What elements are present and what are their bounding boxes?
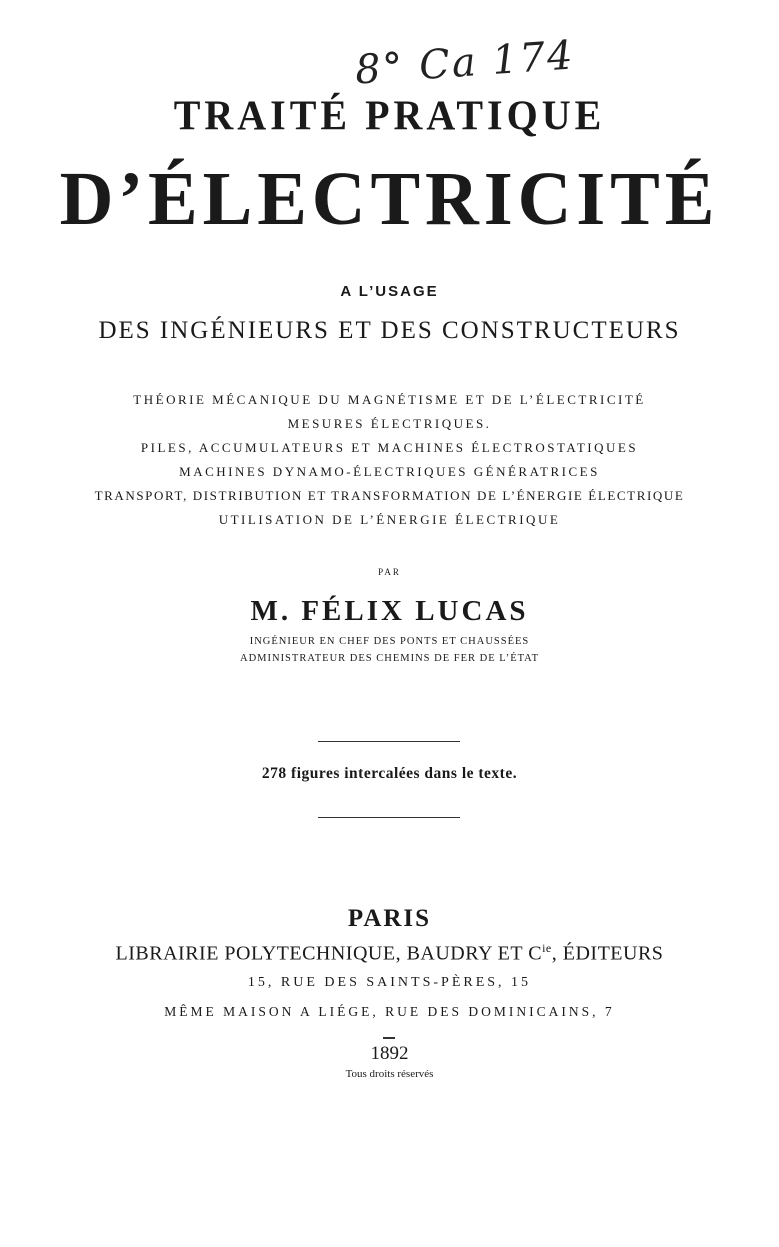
author-name: M. FÉLIX LUCAS (250, 595, 529, 627)
publisher-line (0, 941, 779, 966)
author-credential: ADMINISTRATEUR DES CHEMINS DE FER DE L’ÉTAT (239, 653, 540, 664)
handwritten-shelfmark: 8° Ca 174 (353, 32, 577, 94)
title-line-2: D’ÉLECTRICITÉ (59, 157, 720, 241)
topic-line: THÉORIE MÉCANIQUE DU MAGNÉTISME ET DE L’ÉLECTRICITÉ (133, 392, 646, 407)
by-label: PAR (378, 567, 401, 577)
audience-line: DES INGÉNIEURS ET DES CONSTRUCTEURS (98, 317, 681, 344)
dash-separator (383, 1037, 395, 1039)
title-line-1: TRAITÉ PRATIQUE (173, 91, 606, 140)
figures-note: 278 figures intercalées dans le texte. (261, 765, 518, 782)
rights-notice: Tous droits réservés (345, 1068, 434, 1080)
divider-rule (318, 741, 460, 742)
publisher-role: , ÉDITEURS (551, 942, 664, 965)
topic-line: MACHINES DYNAMO-ÉLECTRIQUES GÉNÉRATRICES (179, 464, 600, 479)
topic-line: MESURES ÉLECTRIQUES. (287, 416, 492, 431)
publisher-name: LIBRAIRIE POLYTECHNIQUE, BAUDRY ET C (115, 942, 543, 965)
topic-line: UTILISATION DE L’ÉNERGIE ÉLECTRIQUE (218, 512, 561, 527)
divider-rule (318, 817, 460, 818)
publication-year: 1892 (370, 1043, 409, 1064)
usage-line: A L’USAGE (340, 283, 439, 300)
publisher-branch: MÊME MAISON A LIÉGE, RUE DES DOMINICAINS, 7 (164, 1004, 615, 1019)
publisher-superscript: ie (542, 941, 552, 955)
topic-line: TRANSPORT, DISTRIBUTION ET TRANSFORMATION DE L’ÉNERGIE ÉLECTRIQUE (94, 488, 685, 503)
publication-city: PARIS (347, 905, 432, 932)
author-credential: INGÉNIEUR EN CHEF DES PONTS ET CHAUSSÉES (249, 636, 530, 647)
topic-line: PILES, ACCUMULATEURS ET MACHINES ÉLECTROSTATIQUES (140, 440, 639, 455)
publisher-address: 15, RUE DES SAINTS-PÈRES, 15 (247, 975, 532, 990)
